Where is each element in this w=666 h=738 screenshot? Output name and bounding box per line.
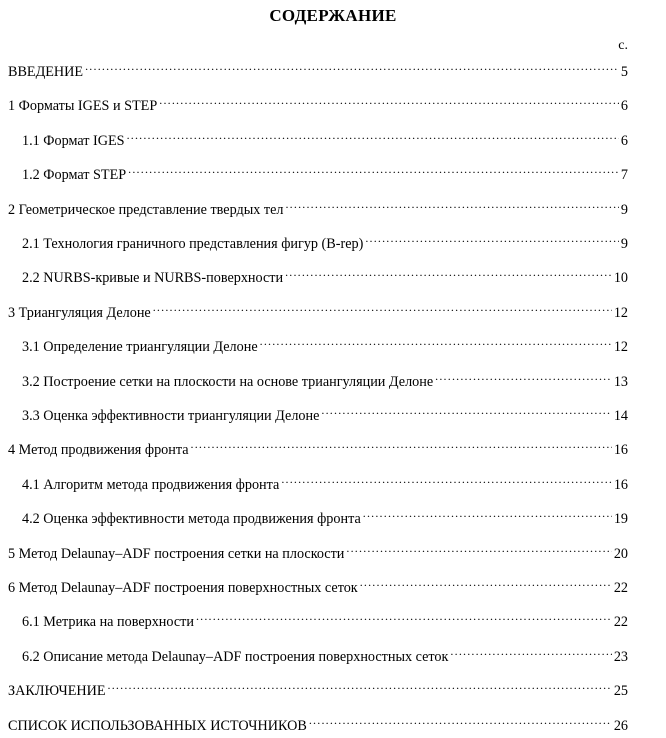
toc-entry-label: 2.1 Технология граничного представления фигур (B-rep) — [22, 236, 364, 252]
toc-entry[interactable] — [0, 538, 666, 562]
toc-dot-leader — [85, 56, 619, 76]
toc-entry-label: ЗАКЛЮЧЕНИЕ — [8, 683, 106, 700]
toc-dot-leader — [128, 159, 619, 179]
toc-entry[interactable] — [0, 400, 666, 424]
toc-dot-leader — [260, 331, 612, 351]
toc-entry-page-number: 14 — [613, 408, 628, 424]
toc-entry[interactable] — [0, 675, 666, 700]
toc-entry[interactable] — [0, 503, 666, 528]
toc-entry-label: 3.1 Определение триангуляции Делоне — [22, 339, 258, 356]
toc-entry[interactable] — [0, 297, 666, 321]
toc-entry[interactable] — [0, 469, 666, 493]
toc-entry-label: 3.3 Оценка эффективности триангуляции Делоне — [22, 408, 320, 424]
toc-entry-page-number: 9 — [620, 201, 628, 218]
toc-dot-leader — [346, 538, 611, 558]
document-title: СОДЕРЖАНИЕ — [269, 6, 397, 25]
toc-dot-leader — [153, 297, 612, 317]
toc-dot-leader — [127, 125, 619, 145]
toc-entry-label: 3.2 Построение сетки на плоскости на основе триангуляции Делоне — [22, 373, 434, 390]
toc-entry[interactable] — [0, 262, 666, 287]
toc-entry-page-number: 7 — [620, 167, 628, 184]
toc-entry-label: 3 Триангуляция Делоне — [8, 304, 151, 321]
toc-entry-page-number: 6 — [620, 132, 628, 149]
toc-entry[interactable] — [0, 434, 666, 459]
toc-entry-label: 6.1 Метрика на поверхности — [22, 614, 194, 631]
toc-entry-page-number: 12 — [613, 339, 628, 356]
toc-entry-page-number: 20 — [613, 545, 628, 562]
toc-dot-leader — [321, 400, 611, 420]
page-column-label: с. — [618, 38, 628, 53]
toc-entry[interactable] — [0, 366, 666, 390]
toc-entry-label: 5 Метод Delaunay–ADF построения сетки на плоскости — [8, 545, 345, 562]
toc-entry-label: 4.1 Алгоритм метода продвижения фронта — [22, 476, 280, 493]
toc-entry[interactable] — [0, 331, 666, 356]
toc-entry-label: ВВЕДЕНИЕ — [8, 64, 84, 80]
toc-entry-page-number: 9 — [620, 236, 628, 252]
toc-entry-page-number: 23 — [613, 648, 628, 665]
toc-entry-page-number: 16 — [613, 442, 628, 459]
toc-dot-leader — [159, 90, 619, 110]
toc-entry[interactable] — [0, 572, 666, 596]
toc-entry-page-number: 12 — [613, 304, 628, 321]
toc-entry-label: 1 Форматы IGES и STEP — [8, 98, 158, 115]
toc-dot-leader — [363, 503, 612, 523]
toc-entry[interactable] — [0, 194, 666, 218]
toc-entry-label: СПИСОК ИСПОЛЬЗОВАННЫХ ИСТОЧНИКОВ — [8, 717, 307, 734]
toc-entry-page-number: 6 — [620, 98, 628, 115]
toc-entry-label: 2 Геометрическое представление твердых тел — [8, 201, 284, 218]
toc-entry-label: 1.1 Формат IGES — [22, 132, 125, 149]
toc-entry-label: 6.2 Описание метода Delaunay–ADF построения поверхностных сеток — [22, 648, 449, 665]
toc-dot-leader — [435, 366, 612, 386]
toc-dot-leader — [285, 262, 612, 282]
toc-entry[interactable] — [0, 90, 666, 115]
toc-entry-page-number: 16 — [613, 476, 628, 493]
toc-dot-leader — [191, 434, 612, 454]
toc-entry-page-number: 19 — [613, 511, 628, 528]
toc-entry-label: 4.2 Оценка эффективности метода продвижения фронта — [22, 511, 361, 528]
toc-dot-leader — [108, 675, 612, 695]
toc-dot-leader — [285, 194, 618, 214]
toc-entry-label: 1.2 Формат STEP — [22, 167, 127, 184]
toc-entry-page-number: 22 — [613, 614, 628, 631]
toc-dot-leader — [360, 572, 612, 592]
toc-entry-page-number: 25 — [613, 683, 628, 700]
toc-dot-leader — [365, 228, 619, 248]
toc-dot-leader — [281, 469, 612, 489]
toc-entry-page-number: 10 — [613, 270, 628, 287]
toc-dot-leader — [309, 710, 612, 730]
toc-entry[interactable] — [0, 125, 666, 149]
toc-entry-page-number: 13 — [613, 373, 628, 390]
toc-entry[interactable] — [0, 606, 666, 631]
toc-entry-label: 6 Метод Delaunay–ADF построения поверхностных сеток — [8, 580, 358, 596]
toc-entry[interactable] — [0, 710, 666, 734]
toc-dot-leader — [196, 606, 612, 626]
toc-dot-leader — [450, 641, 611, 661]
toc-entry[interactable] — [0, 641, 666, 665]
toc-entry[interactable] — [0, 159, 666, 184]
toc-entry-page-number: 26 — [613, 717, 628, 734]
toc-entry-page-number: 22 — [613, 580, 628, 596]
toc-entry[interactable] — [0, 228, 666, 252]
toc-entry-label: 2.2 NURBS-кривые и NURBS-поверхности — [22, 270, 284, 287]
toc-entry[interactable] — [0, 56, 666, 80]
toc-entry-page-number: 5 — [620, 64, 628, 80]
toc-entry-label: 4 Метод продвижения фронта — [8, 442, 189, 459]
